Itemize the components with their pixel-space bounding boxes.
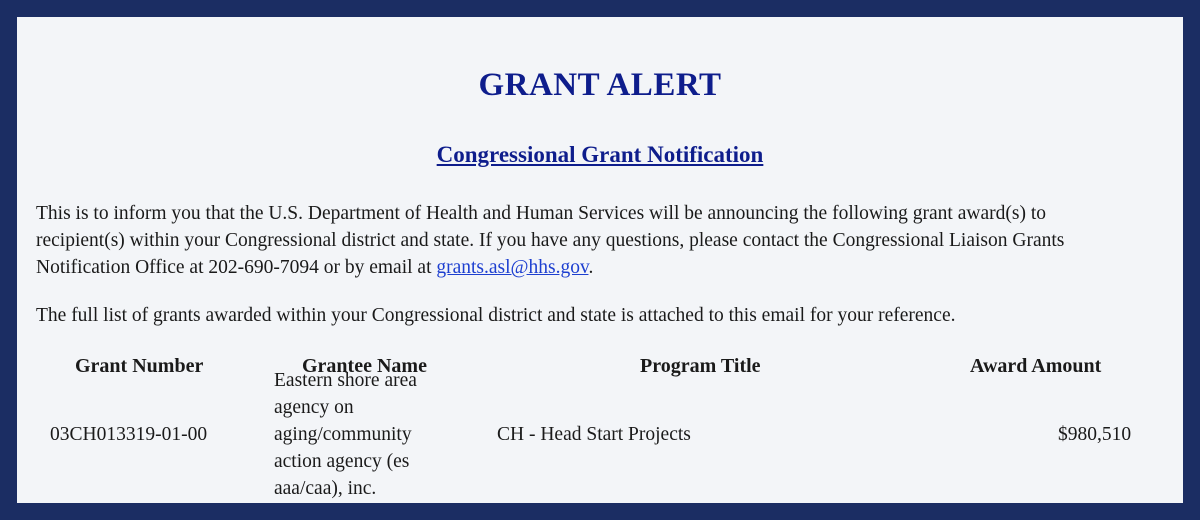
cell-award-amount: $980,510 [1058, 424, 1132, 445]
cell-grant-number: 03CH013319-01-00 [50, 424, 208, 445]
header-grant-number: Grant Number [75, 355, 204, 377]
intro-text: This is to inform you that the U.S. Department of Health and Human Services will be announcing the following grant award(s) to recipient(s) within your Congressional district and state. If you have any questions, please contact the Congressional Liaison Grants Notification Office at 202-690-7094 or by email at [36, 203, 1065, 278]
email-link[interactable]: grants.asl@hhs.gov [436, 257, 589, 278]
intro-end: . [588, 257, 594, 278]
cell-program-title: CH - Head Start Projects [497, 424, 691, 445]
page-title: GRANT ALERT [478, 67, 722, 103]
header-grantee-name: Grantee Name [302, 355, 427, 377]
intro-paragraph [36, 200, 1136, 281]
alert-panel [17, 17, 1183, 503]
cell-grantee-name: Eastern shore area agency on aging/community action agency (es aaa/caa), inc. [274, 370, 417, 499]
header-award-amount: Award Amount [970, 355, 1102, 377]
header-program-title: Program Title [640, 355, 761, 377]
page-subtitle: Congressional Grant Notification [436, 142, 764, 167]
list-paragraph: The full list of grants awarded within your Congressional district and state is attached to this email for your reference. [36, 305, 956, 326]
